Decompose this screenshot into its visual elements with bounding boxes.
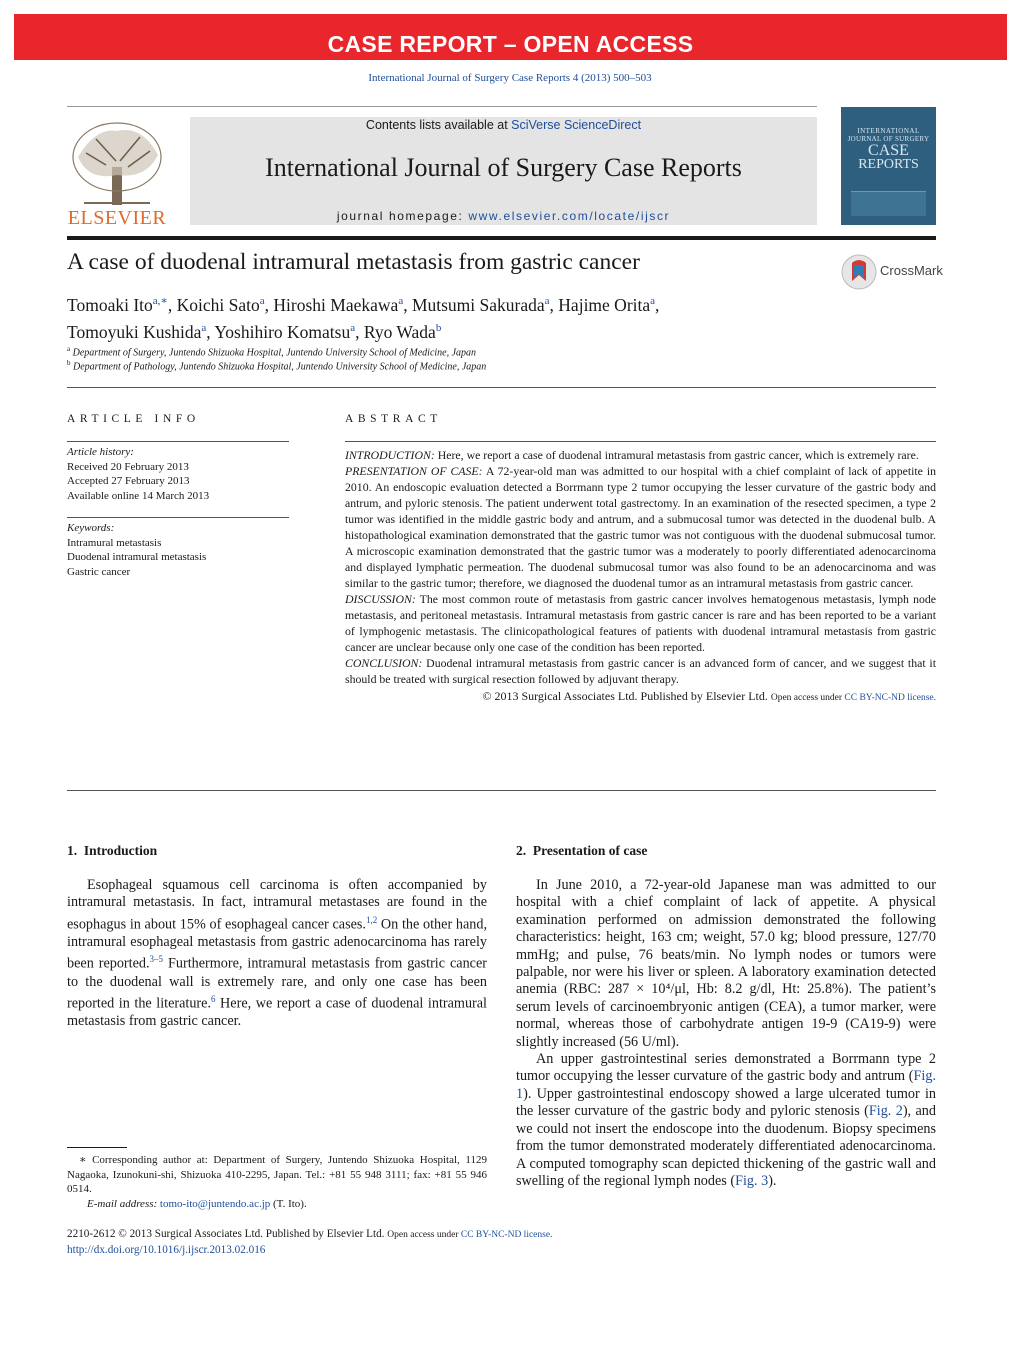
author-list: [67, 290, 807, 344]
author-name: Mutsumi Sakurada: [411, 294, 545, 315]
elsevier-wordmark: ELSEVIER: [67, 207, 167, 229]
issn-line: 2210-2612 © 2013 Surgical Associates Ltd. Published by Elsevier Ltd. Open access under CC BY-NC-ND license.: [67, 1228, 553, 1240]
keywords-rule: [67, 517, 289, 518]
author-name: Ryo Wada: [363, 321, 436, 342]
keywords-label: Keywords:: [67, 522, 115, 534]
introduction-paragraph: Esophageal squamous cell carcinoma is often accompanied by intramural metastasis. In fact, intramural metastases are found in the esophagus in about 15% of esophageal cancer cases.$^{1,2}$ On the other hand, intramural esophageal metastasis from gastric adenocarcinoma has rarely been reported.$^{3-5}$ Furthermore, intramural metastasis from gastric cancer to the duodenal wall is extremely rare, and only one case has been reported in the literature.$^6$ Here, we report a case of duodenal intramural metastasis from gastric cancer.: [67, 877, 488, 1030]
footnote-rule: [67, 1147, 127, 1148]
introduction-body: [67, 877, 487, 1030]
sciencedirect-link[interactable]: SciVerse ScienceDirect: [511, 118, 642, 132]
presentation-body: [516, 877, 936, 1190]
section-heading-presentation: 2. Presentation of case: [516, 843, 648, 858]
author-name: Koichi Sato: [176, 294, 260, 315]
header-thick-rule: [67, 236, 936, 240]
abstract-introduction: INTRODUCTION: Here, we report a case of duodenal intramural metastasis from gastric cancer, which is extremely rare.: [345, 448, 919, 462]
journal-cover-thumbnail[interactable]: [841, 107, 936, 225]
article-info-heading: ARTICLE INFO: [67, 413, 200, 425]
homepage-link[interactable]: www.elsevier.com/locate/ijscr: [468, 209, 671, 223]
presentation-paragraph-2: An upper gastrointestinal series demonstrated a Borrmann type 2 tumor occupying the lesser curvature of the gastric body and antrum (Fig. 1). Upper gastrointestinal endoscopy showed a large ulcerated tumor in the lesser curvature of the gastric body and pyloric stenosis (Fig. 2), and we could not insert the endoscope into the duodenum. Biopsy specimens from the tumor demonstrated moderately differentiated adenocarcinoma. A computed tomography scan depicted thickening of the gastric wall and swelling of the regional lymph nodes (Fig. 3).: [516, 1051, 936, 1189]
author-name: Hiroshi Maekawa: [273, 294, 399, 315]
corresponding-footnote: [67, 1153, 487, 1211]
author-affil-sup[interactable]: a: [398, 295, 404, 307]
keyword-item: Gastric cancer: [67, 565, 131, 578]
journal-citation[interactable]: International Journal of Surgery Case Reports 4 (2013) 500–503: [368, 72, 652, 84]
citation-ref[interactable]: 1,2: [365, 914, 378, 925]
author-line-1: Tomoaki Ito$^{a,∗}$, Koichi Sato$^a$, Hiroshi Maekawa$^a$, Mutsumi Sakurada$^a$, Hajime Orita$^a$,: [67, 294, 660, 315]
author-affil-sup[interactable]: a: [350, 321, 356, 334]
abstract-conclusion: CONCLUSION: Duodenal intramural metastasis from gastric cancer is an advanced form of cancer, and we suggest that it should be treated with surgical resection followed by adjuvant therapy.: [345, 656, 936, 686]
article-info-rule: [67, 441, 289, 442]
abstract-copyright: © 2013 Surgical Associates Ltd. Published by Elsevier Ltd. Open access under CC BY-NC-ND license.: [482, 689, 936, 703]
crossmark-label: CrossMark: [880, 263, 943, 278]
abstract-rule: [345, 441, 936, 442]
article-history: [67, 445, 209, 503]
abstract-discussion: DISCUSSION: The most common route of metastasis from gastric cancer involves hematogenous metastasis, lymph node metastasis, and peritoneal metastasis. Intramural metastasis from gastric cancer is rare and has been reported to be a variant of lymphogenic metastasis. The clinicopathological features of patients with duodenal intramural metastasis from gastric cancer are unclear because only one case of the condition has been reported.: [345, 592, 936, 654]
email-line: E-mail address: tomo-ito@juntendo.ac.jp (T. Ito).: [87, 1197, 307, 1210]
header-top-rule: [67, 106, 817, 107]
author-name: Hajime Orita: [558, 294, 651, 315]
author-name: Yoshihiro Komatsu: [214, 321, 351, 342]
open-access-banner: CASE REPORT – OPEN ACCESS: [14, 14, 1007, 60]
section-heading-introduction: 1. Introduction: [67, 843, 158, 858]
keyword-item: Duodenal intramural metastasis: [67, 551, 207, 563]
license-link[interactable]: CC BY-NC-ND license.: [844, 693, 936, 703]
citation-ref[interactable]: 6: [211, 993, 216, 1004]
crossmark-badge[interactable]: [840, 253, 943, 291]
affiliation-b: $^b$ Department of Pathology, Juntendo Shizuoka Hospital, Juntendo University School of Medicine, Japan: [67, 359, 487, 373]
email-link[interactable]: tomo-ito@juntendo.ac.jp: [159, 1197, 271, 1210]
corresponding-author: ∗ Corresponding author at: Department of Surgery, Juntendo Shizuoka Hospital, 1129 Nagaoka, Izunokuni-shi, Shizuoka 410-2295, Japan. Tel.: +81 55 948 3111; fax: +81 55 946 0514.: [67, 1154, 487, 1195]
author-affil-sup[interactable]: a: [544, 295, 550, 307]
online-date: Available online 14 March 2013: [67, 489, 210, 502]
author-line-2: Tomoyuki Kushida$^a$, Yoshihiro Komatsu$^a$, Ryo Wada$^b$: [67, 321, 442, 342]
figure-2-link[interactable]: Fig. 2: [868, 1103, 903, 1120]
article-title: A case of duodenal intramural metastasis from gastric cancer: [67, 249, 640, 275]
doi-link[interactable]: http://dx.doi.org/10.1016/j.ijscr.2013.02.016: [67, 1243, 266, 1256]
figure-1-link[interactable]: Fig. 1: [516, 1068, 936, 1102]
figure-3-link[interactable]: Fig. 3: [735, 1172, 769, 1189]
citation-ref[interactable]: 3–5: [149, 954, 164, 965]
abstract-heading: ABSTRACT: [345, 413, 442, 425]
received-date: Received 20 February 2013: [67, 460, 189, 473]
author-affil-sup[interactable]: a,∗: [152, 295, 168, 307]
keyword-item: Intramural metastasis: [67, 536, 162, 549]
presentation-paragraph-1: In June 2010, a 72-year-old Japanese man was admitted to our hospital with a chief complaint of lack of appetite. A physical examination performed on admission demonstrated the following characteristics: height, 163 cm; weight, 57.0 kg; blood pressure, 127/70 mmHg; and pulse, 76 beats/min. No lymph nodes or tumors were palpable, nor were his liver or spleen. A laboratory examination detected anemia (RBC: 287 × 10⁴/μl, Hb: 8.2 g/dl, Ht: 25.8%). The patient’s serum levels of carcinoembryonic antigen (CEA), a tumor marker, were normal, whereas those of carbohydrate antigen 19-9 (CA19-9) were slightly increased (56 U/ml).: [516, 877, 936, 1050]
affiliation-a: $^a$ Department of Surgery, Juntendo Shizuoka Hospital, Juntendo University School of Medicine, Japan: [67, 345, 477, 359]
cover-text: INTERNATIONAL JOURNAL OF SURGERY CASE REPORTS: [847, 127, 930, 172]
affiliation-rule: [67, 387, 936, 388]
abstract-end-rule: [67, 790, 936, 791]
elsevier-logo[interactable]: [66, 117, 168, 229]
journal-homepage: journal homepage: www.elsevier.com/locate/ijscr: [336, 209, 671, 223]
cover-image-icon: [851, 191, 926, 216]
history-label: Article history:: [67, 446, 134, 458]
abstract-body: [345, 447, 936, 706]
contents-available: Contents lists available at SciVerse ScienceDirect: [365, 118, 642, 132]
author-affil-sup[interactable]: a: [650, 295, 656, 307]
crossmark-icon: [840, 253, 878, 291]
author-name: Tomoaki Ito: [67, 294, 153, 315]
author-affil-sup[interactable]: a: [201, 321, 207, 334]
bottom-license-link[interactable]: CC BY-NC-ND license.: [460, 1230, 553, 1240]
author-affil-sup[interactable]: a: [259, 295, 265, 307]
bottom-info: [67, 1227, 552, 1257]
author-name: Tomoyuki Kushida: [67, 321, 202, 342]
keywords: [67, 521, 206, 579]
abstract-presentation: PRESENTATION OF CASE: A 72-year-old man was admitted to our hospital with a chief complaint of lack of appetite in 2010. An endoscopic evaluation detected a Borrmann type 2 tumor occupying the lesser curvature of the gastric body and antrum, and pyloric stenosis. The patient underwent total gastrectomy. In an examination of the resected specimen, a type 2 tumor was identified in the middle gastric body and antrum, and a submucosal tumor was detected in the duodenal bulb. A histopathological examination demonstrated that the gastric tumor was not contiguous with the duodenal submucosal tumor. A microscopic examination demonstrated that the gastric tumor was a moderately to poorly differentiated adenocarcinoma and displayed lymphatic permeation. The duodenal submucosal tumor was also found to be an adenocarcinoma and was similar to the gastric tumor; therefore, we diagnosed the duodenal tumor as an intramural metastasis from gastric cancer.: [345, 464, 936, 590]
accepted-date: Accepted 27 February 2013: [67, 475, 190, 487]
journal-title: International Journal of Surgery Case Reports: [265, 153, 742, 182]
author-affil-sup[interactable]: b: [435, 321, 442, 334]
